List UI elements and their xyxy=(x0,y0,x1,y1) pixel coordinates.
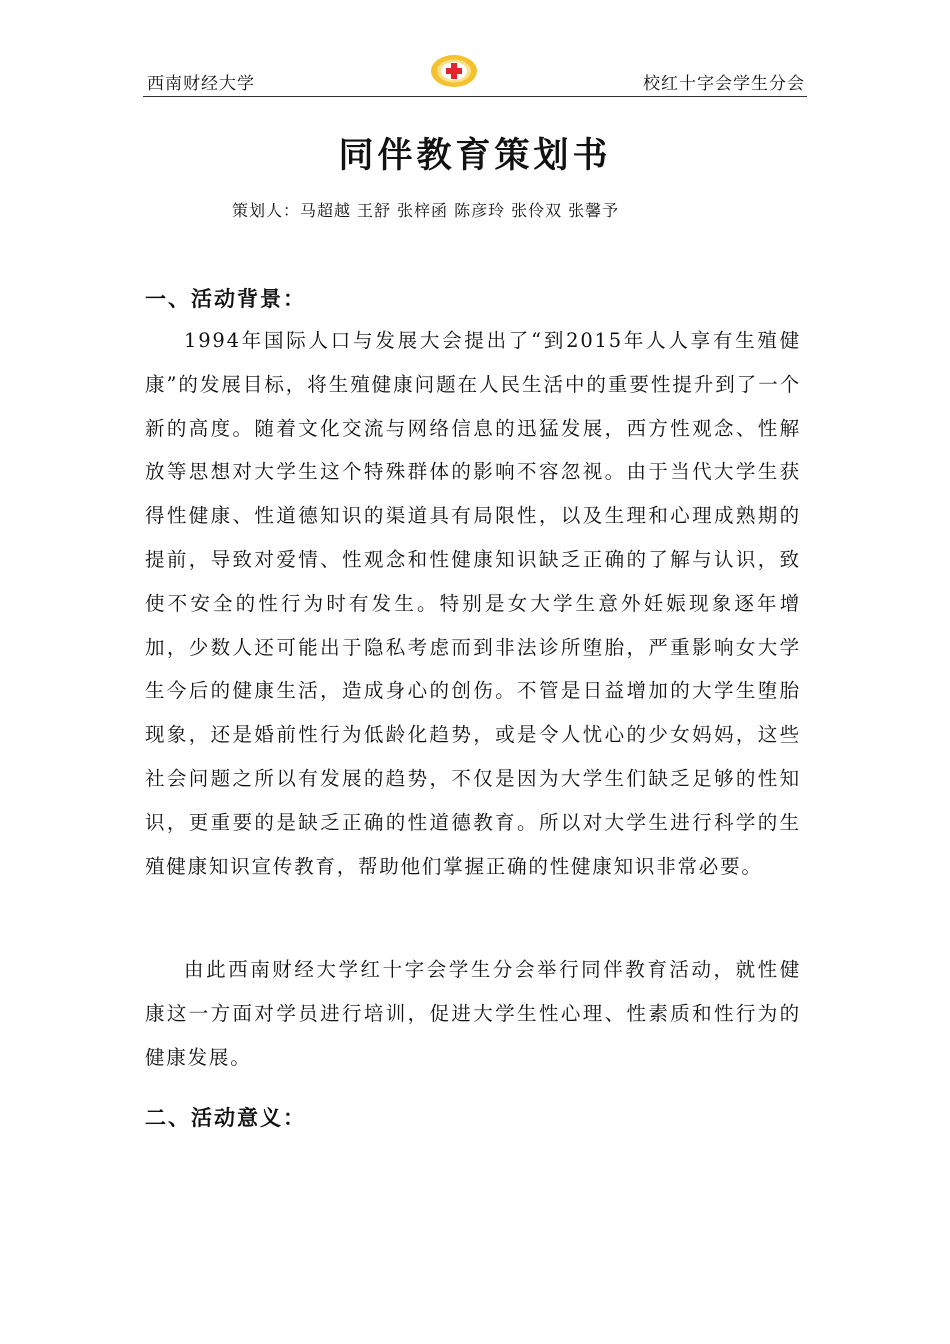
document-title: 同伴教育策划书 xyxy=(338,135,612,176)
background-paragraph: 由此西南财经大学红十字会学生分会举行同伴教育活动，就性健康这一方面对学员进行培训，促进大学生性心理、性素质和性行为的健康发展。 xyxy=(145,958,801,1069)
background-paragraph: 1994年国际人口与发展大会提出了“到2015年人人享有生殖健康”的发展目标，将生殖健康问题在人民生活中的重要性提升到了一个新的高度。随着文化交流与网络信息的迅猛发展，西方性观念、性解放等思想对大学生这个特殊群体的影响不容忽视。由于当代大学生获得性健康、性道德知识的渠道具有局限性，以及生理和心理成熟期的提前，导致对爱情、性观念和性健康知识缺乏正确的了解与认识，致使不安全的性行为时有发生。特别是女大学生意外妊娠现象逐年增加，少数人还可能出于隐私考虑而到非法诊所堕胎，严重影响女大学生今后的健康生活，造成身心的创伤。不管是日益增加的大学生堕胎现象，还是婚前性行为低龄化趋势，或是令人忧心的少女妈妈，这些社会问题之所以有发展的趋势，不仅是因为大学生们缺乏足够的性知识，更重要的是缺乏正确的性道德教育。所以对大学生进行科学的生殖健康知识宣传教育，帮助他们掌握正确的性健康知识非常必要。 xyxy=(145,329,801,878)
planner-name: 张伶双 xyxy=(511,201,563,220)
header-organization-name: 校红十字会学生分会 xyxy=(643,74,805,94)
header-university-name: 西南财经大学 xyxy=(147,74,255,94)
planner-name: 王舒 xyxy=(357,201,392,220)
red-cross-emblem-icon xyxy=(429,53,479,89)
planner-name: 张梓函 xyxy=(397,201,449,220)
planner-name: 马超越 xyxy=(300,201,352,220)
planner-name: 张馨予 xyxy=(568,201,620,220)
planners-label: 策划人： xyxy=(232,201,301,220)
planner-name: 陈彦玲 xyxy=(454,201,506,220)
section-heading-background: 一、活动背景： xyxy=(145,286,306,311)
section-heading-significance: 二、活动意义： xyxy=(145,1105,306,1130)
page-header xyxy=(143,56,807,97)
planners-line xyxy=(0,198,890,221)
